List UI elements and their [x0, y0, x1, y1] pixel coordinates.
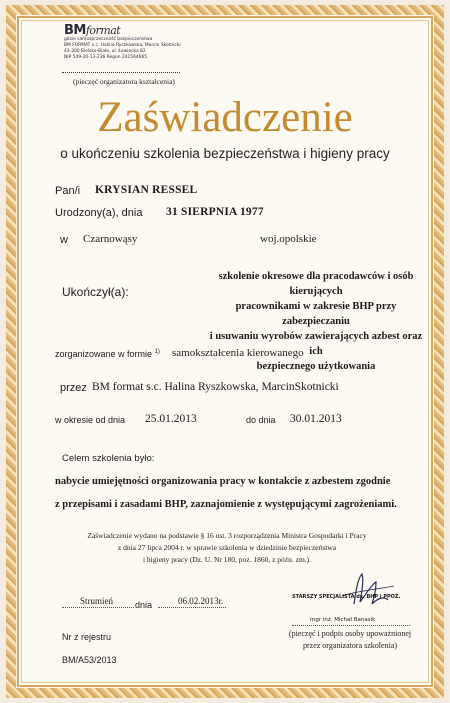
- issue-date-line: [158, 607, 226, 608]
- completed-label: Ukończył(a):: [62, 285, 129, 299]
- course-line-1: szkolenie okresowe dla pracodawców i osób kierujących: [218, 271, 414, 297]
- legal-line-3: i higieny pracy (Dz. U. Nr 180, poz. 1860, z późn. zm.).: [142, 555, 312, 564]
- from-label: w okresie od dnia: [55, 415, 126, 425]
- from-value: 25.01.2013: [145, 413, 197, 425]
- stamp-tagline: gdzie samosprzeczność bezpieczeństwa: [64, 37, 153, 42]
- course-line-4: bezpiecznego użytkowania: [256, 361, 376, 372]
- place-label: w: [60, 234, 68, 246]
- signatory-name-stamp: mgr inż. Michał Banasik: [310, 617, 376, 623]
- legal-line-1: Zaświadczenie wydano na podstawie § 16 ust. 3 rozporządzenia Ministra Gospodarki i Pracy: [87, 531, 367, 540]
- course-line-2: pracownikami w zakresie BHP przy zabezpieczaniu: [235, 301, 397, 327]
- legal-line-2: z dnia 27 lipca 2004 r. w sprawie szkolenia w dziedzinie bezpieczeństwa: [117, 543, 337, 552]
- to-value: 30.01.2013: [290, 413, 342, 425]
- signatory-title-stamp: STARSZY SPECJALISTA ds. BHP i PPOŻ.: [292, 594, 401, 600]
- by-label: przez: [60, 382, 87, 394]
- stamp-line-2: 43-300 Bielsko-Biała, ul. Łowiecka 82: [64, 49, 146, 54]
- goal-label: Celem szkolenia było:: [62, 453, 155, 464]
- name-label: Pan/i: [55, 185, 81, 197]
- signature-line: [292, 625, 410, 626]
- organizer-logo: BMformat: [64, 23, 121, 38]
- to-label: do dnia: [246, 415, 276, 425]
- certificate-subtitle: o ukończeniu szkolenia bezpieczeństwa i higieny pracy: [60, 146, 390, 161]
- registry-label: Nr z rejestru: [62, 632, 112, 642]
- issue-date-value: 06.02.2013r.: [178, 596, 224, 606]
- by-value: BM format s.c. Halina Ryszkowska, MarcinSkotnicki: [92, 381, 339, 393]
- issue-place-line: [62, 607, 134, 608]
- form-label: zorganizowane w formie $^{1)}$: [55, 349, 160, 359]
- registry-value: BM/A53/2013: [62, 655, 117, 665]
- goal-text: [55, 470, 425, 516]
- organizer-stamp: [64, 24, 182, 61]
- handwritten-signature: [332, 570, 402, 610]
- signature-caption-line-1: (pieczęć i podpis osoby upoważnionej: [288, 629, 412, 638]
- goal-line-2: z przepisami i zasadami BHP, zaznajomienie z występującymi zagrożeniami.: [55, 499, 397, 510]
- signature-caption-line-2: przez organizatora szkolenia): [302, 641, 398, 650]
- organizer-caption: (pieczęć organizatora kształcenia): [73, 77, 175, 86]
- stamp-line-3: NIP 549-20-13-236 Regon 241564665: [64, 55, 148, 60]
- issue-date-label: dnia: [135, 600, 153, 610]
- organizer-dotted-line: [62, 72, 180, 73]
- certificate-title: Zaświadczenie: [97, 94, 353, 141]
- course-line-3: i usuwaniu wyrobów zawierających azbest oraz ich: [209, 331, 423, 357]
- birth-value: 31 SIERPNIA 1977: [166, 206, 264, 218]
- legal-basis: [62, 530, 392, 566]
- place-value: Czarnowąsy: [83, 233, 138, 245]
- stamp-line-1: BM FORMAT s.c. Halina Ryszkowska, Marcin Skotnicki: [64, 43, 181, 48]
- signature-caption: [270, 628, 430, 652]
- birth-label: Urodzony(a), dnia: [55, 207, 143, 219]
- name-value: KRYSIAN RESSEL: [95, 184, 198, 196]
- goal-line-1: nabycie umiejętności organizowania pracy w kontakcie z azbestem zgodnie: [55, 476, 391, 487]
- province-value: woj.opolskie: [260, 233, 317, 245]
- issue-place: Strumień: [80, 596, 113, 606]
- form-value: samokształcenia kierowanego: [172, 347, 304, 359]
